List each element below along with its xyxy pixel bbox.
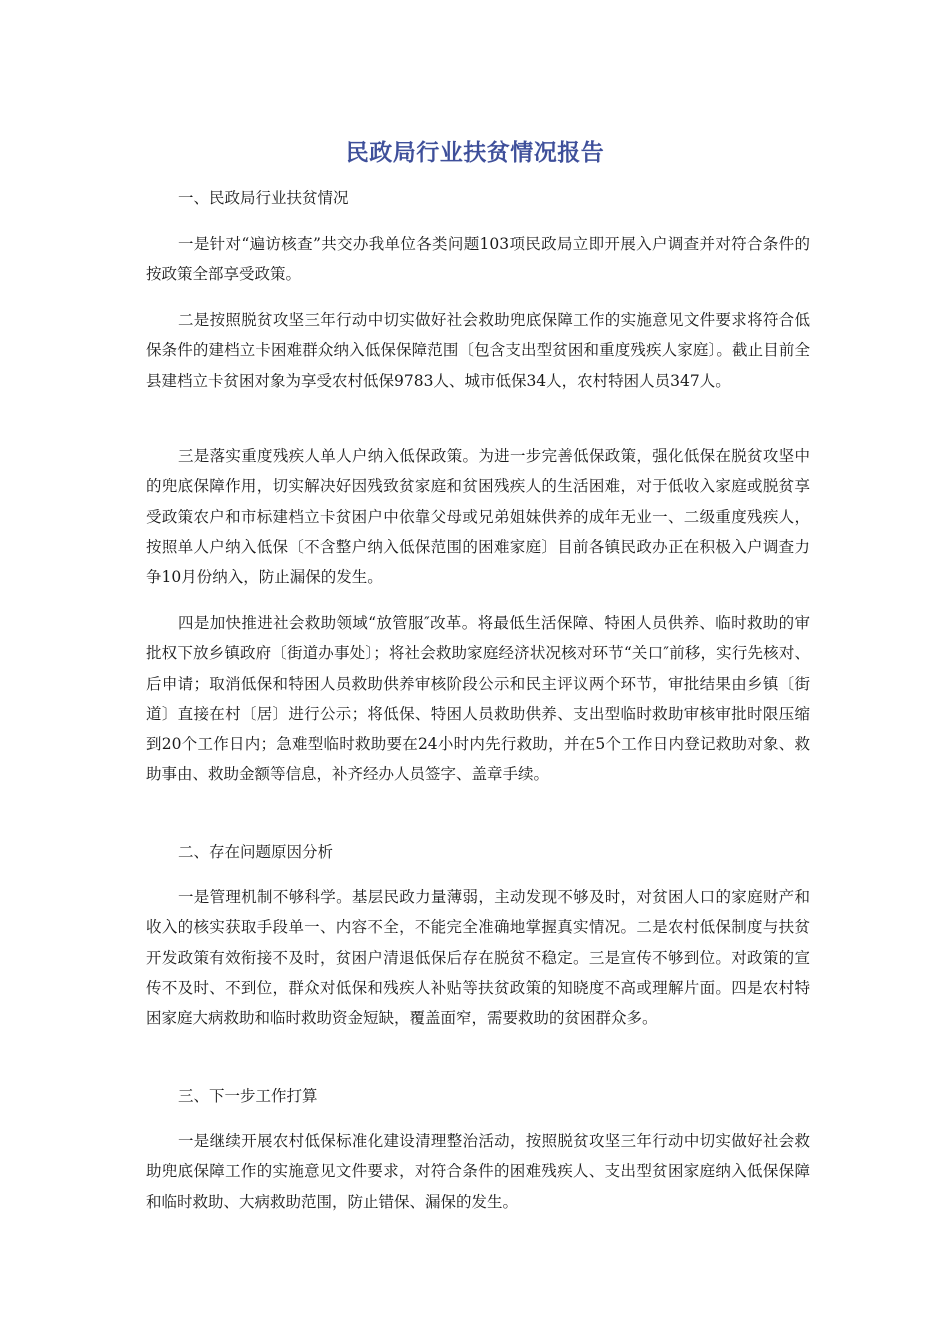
paragraph-4: 四是加快推进社会救助领域“放管服″改革。将最低生活保障、特困人员供养、临时救助的审批权下放乡镇政府〔街道办事处〕；将社会救助家庭经济状况核对环节“关口″前移，实行先核对、后申请；取消低保和特困人员救助供养审核阶段公示和民主评议两个环节，审批结果由乡镇〔街道〕直接在村〔居〕进行公示；将低保、特困人员救助供养、支出型临时救助审核审批时限压缩到20个工作日内；急难型临时救助要在24小时内先行救助，并在5个工作日内登记救助对象、救助事由、救助金额等信息，补齐经办人员签字、盖章手续。	[146, 614, 810, 784]
section-heading-1: 一、民政局行业扶贫情况	[178, 189, 349, 207]
paragraph-1: 一是针对“遍访核查”共交办我单位各类问题103项民政局立即开展入户调查并对符合条件的按政策全部享受政策。	[146, 235, 810, 284]
section-heading-2: 二、存在问题原因分析	[178, 843, 334, 861]
paragraph-6: 一是继续开展农村低保标准化建设清理整治活动，按照脱贫攻坚三年行动中切实做好社会救助兜底保障工作的实施意见文件要求，对符合条件的困难残疾人、支出型贫困家庭纳入低保保障和临时救助、大病救助范围，防止错保、漏保的发生。	[146, 1132, 810, 1211]
paragraph-2: 二是按照脱贫攻坚三年行动中切实做好社会救助兜底保障工作的实施意见文件要求将符合低保条件的建档立卡困难群众纳入低保保障范围〔包含支出型贫困和重度残疾人家庭〕。截止目前全县建档立卡贫困对象为享受农村低保9783人、城市低保34人，农村特困人员347人。	[146, 311, 810, 390]
paragraph-5: 一是管理机制不够科学。基层民政力量薄弱，主动发现不够及时，对贫困人口的家庭财产和收入的核实获取手段单一、内容不全，不能完全准确地掌握真实情况。二是农村低保制度与扶贫开发政策有效衔接不及时，贫困户清退低保后存在脱贫不稳定。三是宣传不够到位。对政策的宣传不及时、不到位，群众对低保和残疾人补贴等扶贫政策的知晓度不高或理解片面。四是农村特困家庭大病救助和临时救助资金短缺，覆盖面窄，需要救助的贫困群众多。	[146, 888, 810, 1028]
paragraph-3: 三是落实重度残疾人单人户纳入低保政策。为进一步完善低保政策，强化低保在脱贫攻坚中的兜底保障作用，切实解决好因残致贫家庭和贫困残疾人的生活困难，对于低收入家庭或脱贫享受政策农户和市标建档立卡贫困户中依靠父母或兄弟姐妹供养的成年无业一、二级重度残疾人，按照单人户纳入低保〔不含整户纳入低保范围的困难家庭〕目前各镇民政办正在积极入户调查力争10月份纳入，防止漏保的发生。	[146, 447, 810, 587]
section-heading-3: 三、下一步工作打算	[178, 1087, 318, 1105]
document-title: 民政局行业扶贫情况报告	[345, 140, 605, 166]
